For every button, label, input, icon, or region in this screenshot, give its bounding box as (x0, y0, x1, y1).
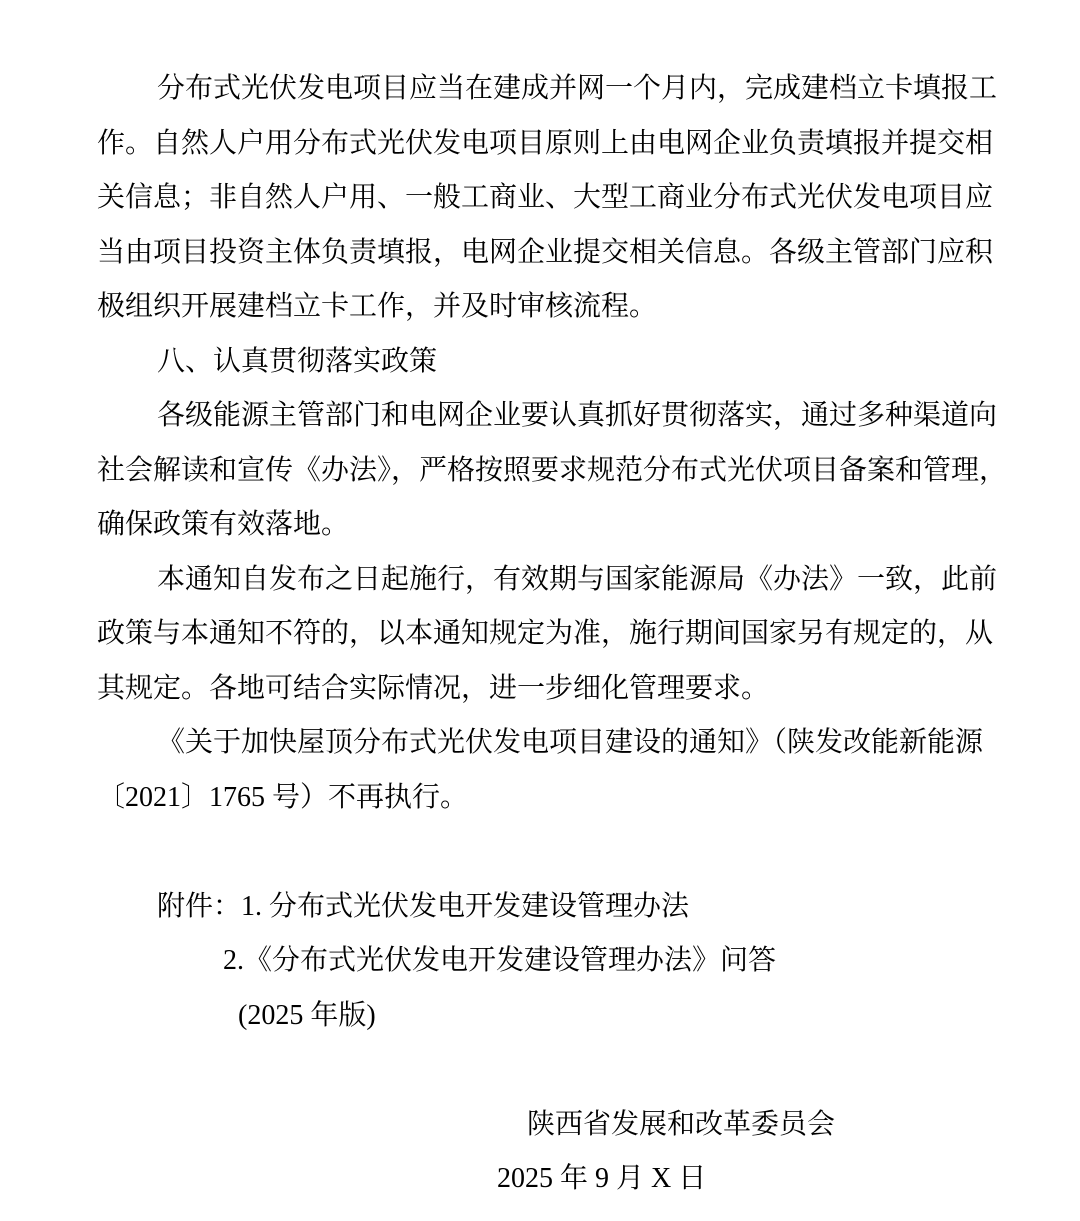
body-text-line: 政策与本通知不符的，以本通知规定为准，施行期间国家另有规定的，从 (97, 618, 994, 649)
body-text-line: 社会解读和宣传《办法》，严格按照要求规范分布式光伏项目备案和管理， (97, 454, 1008, 486)
issuer-signature: 陕西省发展和改革委员会 (527, 1108, 836, 1140)
issue-date: 2025 年 9 月 X 日 (497, 1163, 707, 1194)
body-text-line: 各级能源主管部门和电网企业要认真抓好贯彻落实，通过多种渠道向 (157, 400, 998, 431)
body-text-line: 其规定。各地可结合实际情况，进一步细化管理要求。 (97, 672, 770, 704)
attachment-line: 附件：1. 分布式光伏发电开发建设管理办法 (157, 890, 690, 922)
body-text-line: 极组织开展建档立卡工作，并及时审核流程。 (97, 291, 658, 322)
body-text-line: 本通知自发布之日起施行，有效期与国家能源局《办法》一致，此前 (157, 563, 998, 595)
body-text-line: 〔2021〕1765 号）不再执行。 (97, 781, 469, 813)
attachment-line: 2.《分布式光伏发电开发建设管理办法》问答 (223, 945, 777, 976)
document-body (0, 62, 1080, 825)
blank-line (0, 825, 1080, 880)
body-text-line: 当由项目投资主体负责填报，电网企业提交相关信息。各级主管部门应积 (97, 236, 994, 268)
body-text-line: 作。自然人户用分布式光伏发电项目原则上由电网企业负责填报并提交相 (97, 127, 994, 159)
body-text-line: 《关于加快屋顶分布式光伏发电项目建设的通知》（陕发改能新能源 (157, 727, 984, 758)
body-text-line: 分布式光伏发电项目应当在建成并网一个月内，完成建档立卡填报工 (157, 73, 998, 104)
section-heading: 八、认真贯彻落实政策 (157, 345, 438, 377)
body-text-line: 确保政策有效落地。 (97, 509, 350, 540)
attachments-list (0, 880, 1080, 1044)
body-text-line: 关信息；非自然人户用、一般工商业、大型工商业分布式光伏发电项目应 (97, 182, 994, 213)
attachment-line: (2025 年版) (238, 999, 376, 1031)
blank-line (0, 1043, 1080, 1098)
